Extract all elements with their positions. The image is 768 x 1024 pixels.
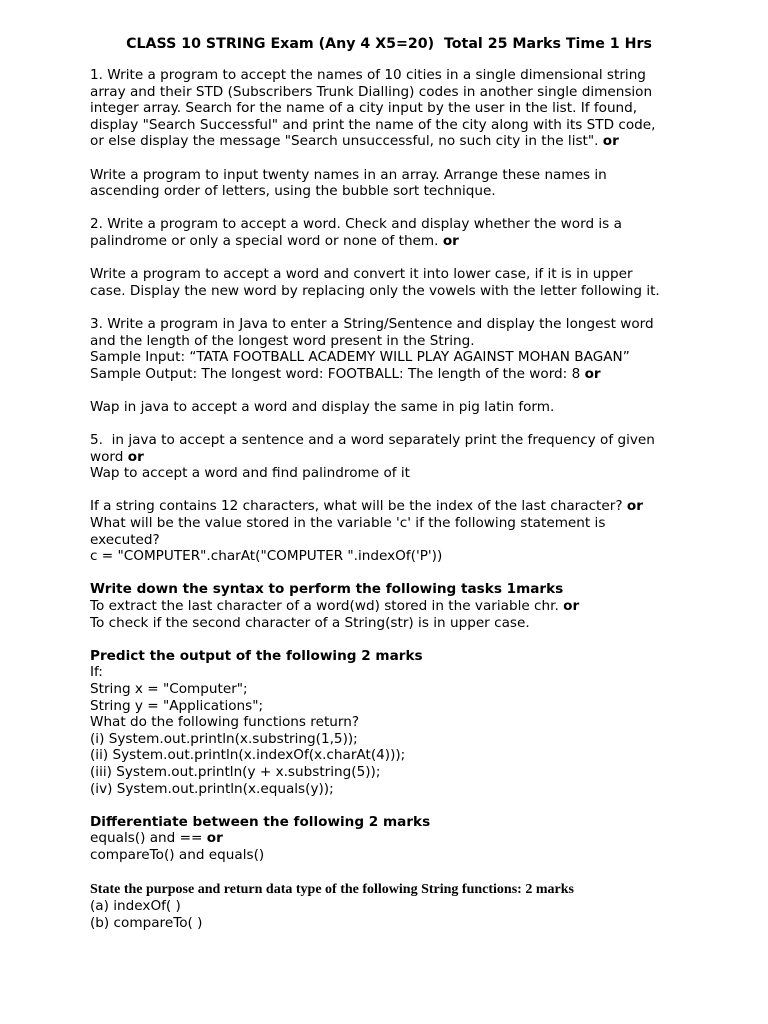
code-line: String x = "Computer";: [90, 680, 248, 697]
code-line: (ii) System.out.println(x.indexOf(x.charAt(4)));: [90, 747, 406, 764]
question-2-alternative: [90, 266, 690, 299]
question-line: palindrome or only a special word or none of them.: [90, 232, 443, 249]
page-title: CLASS 10 STRING Exam (Any 4 X5=20) Total 25 Marks Time 1 Hrs: [126, 36, 652, 52]
question-line: and the length of the longest word present in the String.: [90, 332, 475, 349]
or-label: or: [602, 133, 619, 150]
section-syntax: [90, 581, 690, 631]
question-index: [90, 498, 690, 564]
question-5: [90, 432, 690, 482]
question-line: Write a program to input twenty names in an array. Arrange these names in: [90, 166, 607, 183]
question-line: array and their STD (Subscribers Trunk Dialling) codes in another single dimension: [90, 83, 653, 100]
question-line: or else display the message "Search unsuccessful, no such city in the list".: [90, 133, 603, 150]
question-1: [90, 67, 690, 150]
question-line: word: [90, 448, 128, 465]
section-purpose: [90, 882, 690, 932]
or-label: or: [206, 830, 223, 847]
question-line: ascending order of letters, using the bubble sort technique.: [90, 183, 496, 200]
sample-input: Sample Input: “TATA FOOTBALL ACADEMY WILL PLAY AGAINST MOHAN BAGAN”: [90, 349, 630, 366]
section-heading: Write down the syntax to perform the following tasks 1marks: [90, 581, 564, 598]
question-3-alternative: [90, 399, 690, 416]
question-line: display "Search Successful" and print the name of the city along with its STD code,: [90, 116, 656, 133]
question-line: If a string contains 12 characters, what will be the index of the last character?: [90, 498, 627, 515]
section-predict: [90, 648, 690, 797]
question-line: To check if the second character of a String(str) is in upper case.: [90, 614, 530, 631]
question-line: If:: [90, 664, 103, 681]
section-heading: State the purpose and return data type of the following String functions: 2 marks: [90, 881, 574, 897]
or-label: or: [626, 498, 643, 515]
question-line: case. Display the new word by replacing only the vowels with the letter following it.: [90, 282, 660, 299]
sample-output: Sample Output: The longest word: FOOTBALL: The length of the word: 8: [90, 365, 585, 382]
code-line: (iv) System.out.println(x.equals(y));: [90, 780, 334, 797]
or-label: or: [442, 232, 459, 249]
section-heading: Differentiate between the following 2 marks: [90, 813, 431, 830]
or-label: or: [127, 448, 144, 465]
question-line: Write a program to accept a word and convert it into lower case, if it is in upper: [90, 266, 633, 283]
question-3: [90, 316, 690, 382]
code-line: c = "COMPUTER".charAt("COMPUTER ".indexOf('P')): [90, 548, 443, 565]
question-line: 5. in java to accept a sentence and a word separately print the frequency of given: [90, 432, 655, 449]
question-line: To extract the last character of a word(wd) stored in the variable chr.: [90, 598, 564, 614]
question-line: 3. Write a program in Java to enter a String/Sentence and display the longest word: [90, 315, 654, 332]
question-line: 2. Write a program to accept a word. Check and display whether the word is a: [90, 216, 622, 233]
question-line: (b) compareTo( ): [90, 914, 203, 931]
code-line: (i) System.out.println(x.substring(1,5));: [90, 730, 358, 747]
question-line: 1. Write a program to accept the names of 10 cities in a single dimensional string: [90, 67, 646, 83]
code-line: (iii) System.out.println(y + x.substring(5));: [90, 763, 381, 780]
question-line: equals() and ==: [90, 830, 207, 847]
section-differentiate: [90, 814, 690, 864]
question-line: (a) indexOf( ): [90, 898, 181, 915]
code-line: String y = "Applications";: [90, 697, 264, 714]
question-line: compareTo() and equals(): [90, 846, 265, 863]
question-line: Wap to accept a word and find palindrome of it: [90, 465, 410, 482]
exam-paper: [90, 35, 690, 948]
question-2: [90, 216, 690, 249]
question-line: integer array. Search for the name of a city input by the user in the list. If found,: [90, 100, 638, 117]
or-label: or: [584, 365, 601, 382]
or-label: or: [563, 598, 580, 614]
question-line: What will be the value stored in the variable 'c' if the following statement is: [90, 515, 606, 532]
section-heading: Predict the output of the following 2 marks: [90, 647, 423, 664]
question-line: What do the following functions return?: [90, 714, 360, 731]
question-1-alternative: [90, 167, 690, 200]
question-line: Wap in java to accept a word and display the same in pig latin form.: [90, 398, 555, 415]
question-line: executed?: [90, 531, 160, 548]
